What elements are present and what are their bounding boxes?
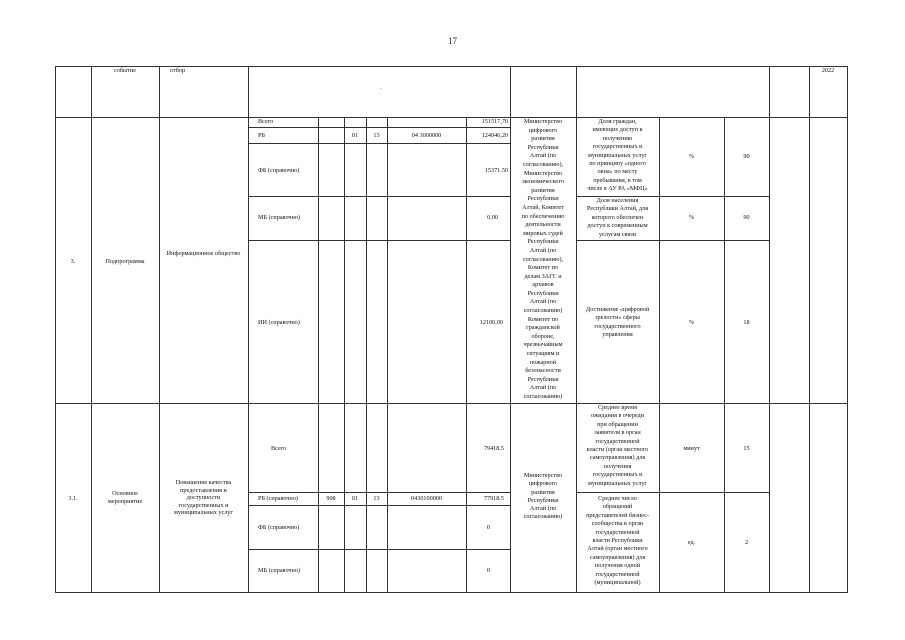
- section3-indicator: [576, 197, 659, 239]
- indicator-text-line: Алтай (орган местного: [587, 545, 648, 553]
- indicator-unit: %: [688, 319, 695, 326]
- responsible-line: согласованию),: [522, 255, 564, 263]
- section3-type: Подпрограмма: [105, 258, 145, 265]
- responsible-line: развития: [531, 135, 555, 143]
- indicator-text-line: государственной: [595, 528, 640, 536]
- responsible-line: чрезвычайным: [523, 341, 563, 349]
- indicator-text-line: Достижение «цифровой: [585, 306, 650, 313]
- indicator-unit: минут: [683, 445, 700, 452]
- indicator-text-line: числе в АУ РА «МФЦ»: [587, 185, 648, 193]
- s3-row-label: ИИ (справочно): [258, 319, 300, 326]
- responsible-line: Алтай (по: [529, 246, 557, 254]
- indicator-unit: %: [688, 153, 695, 160]
- responsible-line: Алтай (по: [529, 505, 557, 513]
- responsible-line: согласованию): [523, 393, 563, 400]
- indicator-text-line: имеющих доступ к: [592, 126, 643, 134]
- responsible-line: пожарной: [529, 358, 557, 366]
- s3-row-amount: 12100,00: [479, 319, 503, 326]
- indicator-text-line: (муниципальной): [594, 579, 641, 587]
- responsible-line: Республики: [527, 195, 559, 203]
- section31-indicator: [576, 404, 659, 488]
- indicator-text-line: представителей бизнес-: [586, 511, 649, 519]
- indicator-text-line: сообщества в орган: [591, 520, 644, 528]
- name-line: муниципальных услуг: [174, 509, 233, 517]
- responsible-line: Комитет по: [527, 264, 559, 272]
- indicator-text-line: самоуправления) для: [589, 454, 646, 462]
- responsible-line: Министерство: [523, 472, 563, 479]
- s31-row-amount: 77918.5: [483, 495, 504, 502]
- responsible-line: Алтай (по: [529, 152, 557, 160]
- indicator-text-line: власти Республики: [592, 537, 643, 545]
- indicator-text-line: Среднее число: [598, 495, 637, 502]
- selection-cell: отбор: [170, 67, 186, 74]
- indicator-text-line: доступ к современным: [587, 222, 648, 230]
- s3-row-amount: 151517,70: [481, 118, 508, 125]
- indicator-text-line: государственной: [595, 437, 640, 445]
- indicator-text-line: ожидания в очереди: [591, 412, 644, 420]
- indicator-text-line: управления: [602, 331, 633, 339]
- indicator-text-line: Доля населения: [596, 197, 639, 204]
- responsible-line: Республики: [527, 238, 559, 246]
- responsible-line: цифрового: [528, 480, 558, 488]
- responsible-line: деятельности: [525, 221, 561, 229]
- indicator-text-line: самоуправления) для: [589, 553, 646, 561]
- indicator-text-line: получения одной: [594, 562, 641, 570]
- s3-row-label: РБ: [258, 132, 265, 139]
- page-number: 17: [448, 36, 457, 46]
- section3-responsible: [510, 118, 576, 402]
- responsible-line: мировых судей: [523, 229, 563, 237]
- indicator-text-line: государственных и: [592, 143, 643, 151]
- name-line: предоставления и: [180, 486, 227, 494]
- indicator-value: 2: [744, 539, 749, 546]
- responsible-line: Министерство: [523, 118, 563, 125]
- s31-row-code: 01: [351, 495, 359, 502]
- section3-indicator: [576, 306, 659, 340]
- section31-name: [159, 479, 248, 517]
- responsible-line: Республики: [527, 143, 559, 151]
- indicator-text-line: власти (орган местного: [586, 446, 649, 454]
- responsible-line: цифрового: [528, 126, 558, 134]
- indicator-text-line: при обращении: [597, 420, 638, 428]
- section31-type: [91, 490, 159, 505]
- s31-row-label: Всего: [271, 445, 287, 452]
- responsible-line: согласованию): [523, 513, 563, 521]
- responsible-line: Республики: [527, 496, 559, 504]
- responsible-line: безопасности: [525, 367, 561, 375]
- name-line: доступности: [186, 494, 221, 502]
- s31-row-amount: 79418.5: [483, 445, 504, 452]
- indicator-text-line: Республики Алтай, для: [586, 205, 649, 213]
- dot-mark: .: [380, 84, 382, 91]
- s31-row-code: 908: [326, 495, 336, 502]
- responsible-line: согласованию): [523, 307, 563, 315]
- indicator-text-line: услугам связи: [599, 230, 636, 238]
- indicator-value: 90: [743, 153, 750, 160]
- s3-row-amount: 15371.50: [484, 167, 508, 174]
- indicator-text-line: по принципу «одного: [589, 160, 646, 168]
- section3-number: 3.: [70, 258, 76, 265]
- indicator-text-line: пребывания, в том: [593, 176, 642, 184]
- s31-row-amount: 0: [486, 567, 490, 574]
- section31-indicator: [576, 495, 659, 587]
- responsible-line: делам ЗАГС и: [524, 272, 562, 280]
- responsible-line: обороне,: [531, 332, 555, 340]
- responsible-line: Министерство: [523, 169, 563, 177]
- s3-row-code: 04 3000000: [411, 132, 442, 139]
- indicator-text-line: заявителя в орган: [594, 429, 641, 437]
- s3-row-amount: 0,00: [487, 214, 498, 221]
- indicator-unit: %: [688, 214, 695, 221]
- indicator-text-line: которого обеспечен: [591, 213, 644, 221]
- responsible-line: архивов: [532, 281, 554, 289]
- s31-row-code: 13: [373, 495, 380, 502]
- responsible-line: Алтай, Комитет: [522, 203, 564, 211]
- section31-responsible: [510, 472, 576, 522]
- indicator-text-line: обращений: [602, 503, 633, 511]
- type-line: Основное: [112, 490, 138, 497]
- indicator-value: 18: [743, 319, 750, 326]
- indicator-text-line: муниципальных услуг: [588, 479, 647, 487]
- year-cell: 2022: [821, 67, 835, 74]
- responsible-line: экономического: [522, 178, 564, 186]
- indicator-value: 90: [743, 214, 750, 221]
- indicator-text-line: государственной: [595, 570, 640, 578]
- s31-row-label: ФБ (справочно): [258, 524, 300, 531]
- s3-row-code: 01: [351, 132, 359, 139]
- s31-row-amount: 0: [486, 524, 490, 531]
- indicator-text-line: получению: [602, 134, 633, 142]
- type-line: мероприятие: [107, 497, 143, 505]
- indicator-text-line: окна» по месту: [597, 168, 638, 176]
- name-line: государственных и: [178, 501, 229, 509]
- s3-row-label: МБ (справочно): [258, 214, 300, 221]
- responsible-line: ситуациям и: [526, 350, 560, 358]
- responsible-line: развития: [531, 488, 555, 496]
- indicator-text-line: государственных и: [592, 471, 643, 479]
- responsible-line: Комитет по: [527, 315, 559, 323]
- indicator-value: 15: [743, 445, 750, 452]
- responsible-line: гражданской: [526, 324, 560, 332]
- responsible-line: развития: [531, 186, 555, 194]
- s31-row-label: РБ (справочно): [258, 495, 298, 502]
- s3-row-code: 13: [373, 132, 380, 139]
- indicator-text-line: государственного: [594, 322, 641, 330]
- responsible-line: Республики: [527, 375, 559, 383]
- event-cell: событие: [114, 67, 136, 74]
- indicator-unit: ед.: [687, 539, 696, 546]
- s3-row-amount: 124046,20: [481, 132, 508, 139]
- section3-name: Информационное общество: [166, 250, 241, 257]
- s31-row-label: МБ (справочно): [258, 567, 300, 574]
- name-line: Повышение качества: [175, 479, 232, 486]
- indicator-text-line: муниципальных услуг: [588, 151, 647, 159]
- indicator-text-line: получения: [603, 462, 632, 470]
- responsible-line: Республики: [527, 289, 559, 297]
- indicator-text-line: Доля граждан,: [598, 118, 637, 125]
- s3-row-label: ФБ (справочно): [258, 167, 300, 174]
- indicator-text-line: зрелости» сферы: [595, 314, 640, 322]
- indicator-text-line: Среднее время: [598, 404, 637, 411]
- responsible-line: Алтай (по: [529, 298, 557, 306]
- s31-row-code: 0430100000: [411, 495, 442, 502]
- section31-number: 3.1.: [68, 495, 78, 502]
- responsible-line: согласованию),: [522, 160, 564, 168]
- responsible-line: Алтай (по: [529, 384, 557, 392]
- s3-row-label: Всего: [258, 118, 274, 125]
- responsible-line: по обеспечению: [521, 212, 565, 220]
- section3-indicator: [576, 118, 659, 194]
